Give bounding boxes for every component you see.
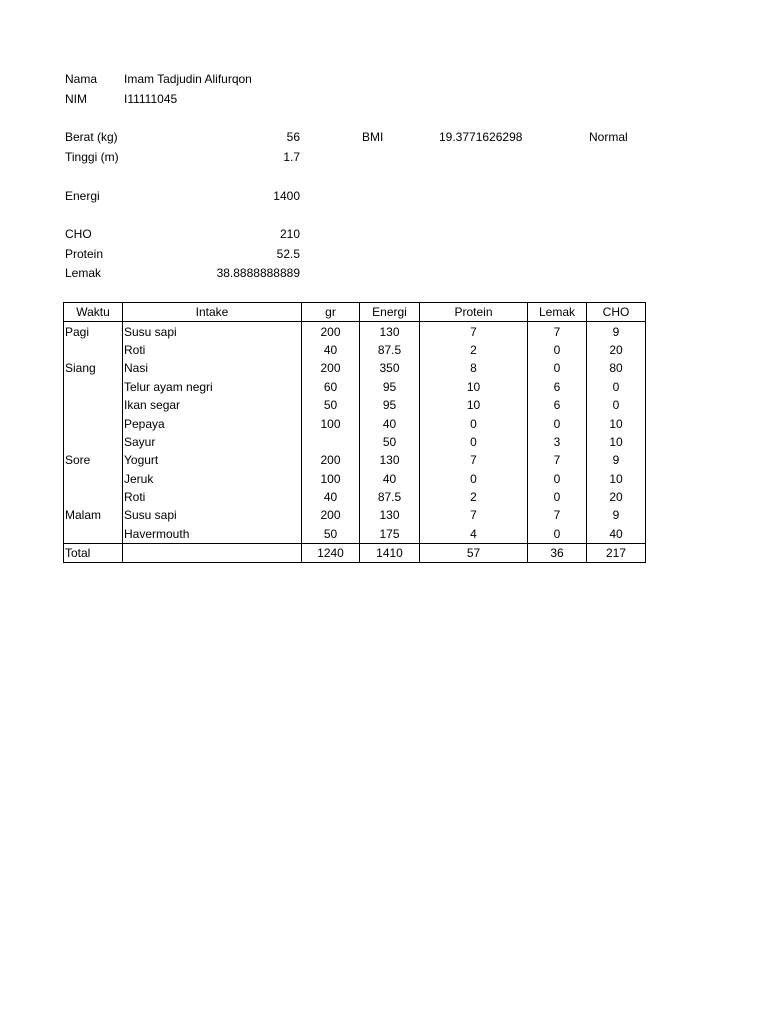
- cell-waktu: [64, 378, 123, 396]
- cell-waktu: [64, 525, 123, 544]
- header-cho: CHO: [587, 303, 646, 322]
- cell-waktu: Malam: [64, 506, 123, 524]
- cell-protein: 0: [420, 414, 528, 432]
- cell-gr: 200: [302, 506, 360, 524]
- cell-gr: 200: [302, 322, 360, 341]
- table-row: [64, 506, 646, 524]
- bmi-status: Normal: [589, 130, 628, 144]
- cell-lemak: 0: [528, 341, 587, 359]
- cell-energi: 50: [360, 433, 420, 451]
- cell-intake: Sayur: [123, 433, 302, 451]
- cell-intake: Jeruk: [123, 470, 302, 488]
- total-lemak: 36: [528, 544, 587, 563]
- cell-lemak: 0: [528, 488, 587, 506]
- cell-energi: 87.5: [360, 341, 420, 359]
- cell-waktu: [64, 341, 123, 359]
- cell-gr: 40: [302, 341, 360, 359]
- cell-protein: 7: [420, 506, 528, 524]
- cell-lemak: 7: [528, 451, 587, 469]
- table-row: [64, 378, 646, 396]
- cell-protein: 4: [420, 525, 528, 544]
- cell-lemak: 7: [528, 506, 587, 524]
- total-energi: 1410: [360, 544, 420, 563]
- cell-cho: 10: [587, 470, 646, 488]
- cell-intake: Yogurt: [123, 451, 302, 469]
- cell-energi: 40: [360, 470, 420, 488]
- cell-waktu: [64, 414, 123, 432]
- cell-intake: Roti: [123, 488, 302, 506]
- nim-label: NIM: [65, 92, 87, 106]
- cell-intake: Pepaya: [123, 414, 302, 432]
- cell-protein: 0: [420, 470, 528, 488]
- cell-lemak: 0: [528, 414, 587, 432]
- cell-energi: 130: [360, 506, 420, 524]
- cell-cho: 20: [587, 488, 646, 506]
- nama-value: Imam Tadjudin Alifurqon: [124, 72, 252, 86]
- cell-gr: 60: [302, 378, 360, 396]
- cell-cho: 9: [587, 322, 646, 341]
- table-row: [64, 525, 646, 544]
- header-energi: Energi: [360, 303, 420, 322]
- header-intake: Intake: [123, 303, 302, 322]
- cell-waktu: [64, 433, 123, 451]
- cell-cho: 9: [587, 451, 646, 469]
- bmi-label: BMI: [362, 130, 384, 144]
- cell-cho: 80: [587, 359, 646, 377]
- cell-gr: 200: [302, 359, 360, 377]
- cell-gr: 50: [302, 396, 360, 414]
- cell-intake: Roti: [123, 341, 302, 359]
- cell-waktu: Pagi: [64, 322, 123, 341]
- table-row: [64, 359, 646, 377]
- header-protein: Protein: [420, 303, 528, 322]
- protein-label: Protein: [65, 247, 104, 261]
- cell-lemak: 0: [528, 525, 587, 544]
- cell-intake: Susu sapi: [123, 506, 302, 524]
- cell-cho: 40: [587, 525, 646, 544]
- protein-value: 52.5: [276, 247, 300, 261]
- cell-cho: 0: [587, 378, 646, 396]
- berat-value: 56: [286, 130, 300, 144]
- cell-gr: [302, 433, 360, 451]
- cell-energi: 175: [360, 525, 420, 544]
- total-cho: 217: [587, 544, 646, 563]
- cell-waktu: [64, 488, 123, 506]
- cell-energi: 130: [360, 451, 420, 469]
- cell-cho: 9: [587, 506, 646, 524]
- lemak-value: 38.8888888889: [216, 266, 300, 280]
- cell-protein: 7: [420, 322, 528, 341]
- cell-lemak: 6: [528, 378, 587, 396]
- cell-intake: Havermouth: [123, 525, 302, 544]
- total-label: Total: [64, 544, 123, 563]
- table-body: [64, 322, 646, 544]
- table-row: [64, 414, 646, 432]
- table-total-row: [64, 544, 646, 563]
- cell-protein: 7: [420, 451, 528, 469]
- table-row: [64, 341, 646, 359]
- energi-label: Energi: [65, 189, 100, 203]
- cell-intake: Susu sapi: [123, 322, 302, 341]
- nama-label: Nama: [65, 72, 98, 86]
- total-gr: 1240: [302, 544, 360, 563]
- bmi-value: 19.3771626298: [439, 130, 523, 144]
- cell-lemak: 6: [528, 396, 587, 414]
- cell-intake: Telur ayam negri: [123, 378, 302, 396]
- cell-cho: 10: [587, 414, 646, 432]
- cho-label: CHO: [65, 227, 92, 241]
- table-row: [64, 451, 646, 469]
- cell-lemak: 0: [528, 359, 587, 377]
- cell-protein: 2: [420, 488, 528, 506]
- cell-lemak: 7: [528, 322, 587, 341]
- table-row: [64, 470, 646, 488]
- cell-lemak: 3: [528, 433, 587, 451]
- cell-lemak: 0: [528, 470, 587, 488]
- cell-gr: 200: [302, 451, 360, 469]
- cho-value: 210: [279, 227, 300, 241]
- cell-protein: 10: [420, 378, 528, 396]
- header-lemak: Lemak: [528, 303, 587, 322]
- cell-waktu: [64, 396, 123, 414]
- total-intake: [123, 544, 302, 563]
- tinggi-value: 1.7: [283, 150, 300, 164]
- cell-energi: 350: [360, 359, 420, 377]
- header-waktu: Waktu: [64, 303, 123, 322]
- cell-energi: 40: [360, 414, 420, 432]
- cell-protein: 10: [420, 396, 528, 414]
- cell-waktu: Sore: [64, 451, 123, 469]
- cell-energi: 130: [360, 322, 420, 341]
- total-protein: 57: [420, 544, 528, 563]
- cell-protein: 8: [420, 359, 528, 377]
- cell-energi: 95: [360, 378, 420, 396]
- cell-cho: 20: [587, 341, 646, 359]
- cell-cho: 0: [587, 396, 646, 414]
- cell-waktu: [64, 470, 123, 488]
- cell-energi: 87.5: [360, 488, 420, 506]
- cell-intake: Nasi: [123, 359, 302, 377]
- intake-table: [63, 302, 646, 563]
- cell-waktu: Siang: [64, 359, 123, 377]
- table-row: [64, 433, 646, 451]
- cell-cho: 10: [587, 433, 646, 451]
- tinggi-label: Tinggi (m): [65, 150, 119, 164]
- table-row: [64, 488, 646, 506]
- cell-energi: 95: [360, 396, 420, 414]
- cell-intake: Ikan segar: [123, 396, 302, 414]
- energi-value: 1400: [273, 189, 300, 203]
- cell-protein: 2: [420, 341, 528, 359]
- table-row: [64, 322, 646, 341]
- table-row: [64, 396, 646, 414]
- berat-label: Berat (kg): [65, 130, 118, 144]
- cell-gr: 100: [302, 470, 360, 488]
- cell-gr: 100: [302, 414, 360, 432]
- header-gr: gr: [302, 303, 360, 322]
- lemak-label: Lemak: [65, 266, 102, 280]
- cell-gr: 40: [302, 488, 360, 506]
- nim-value: I11111045: [124, 92, 178, 106]
- table-header-row: [64, 303, 646, 322]
- cell-protein: 0: [420, 433, 528, 451]
- cell-gr: 50: [302, 525, 360, 544]
